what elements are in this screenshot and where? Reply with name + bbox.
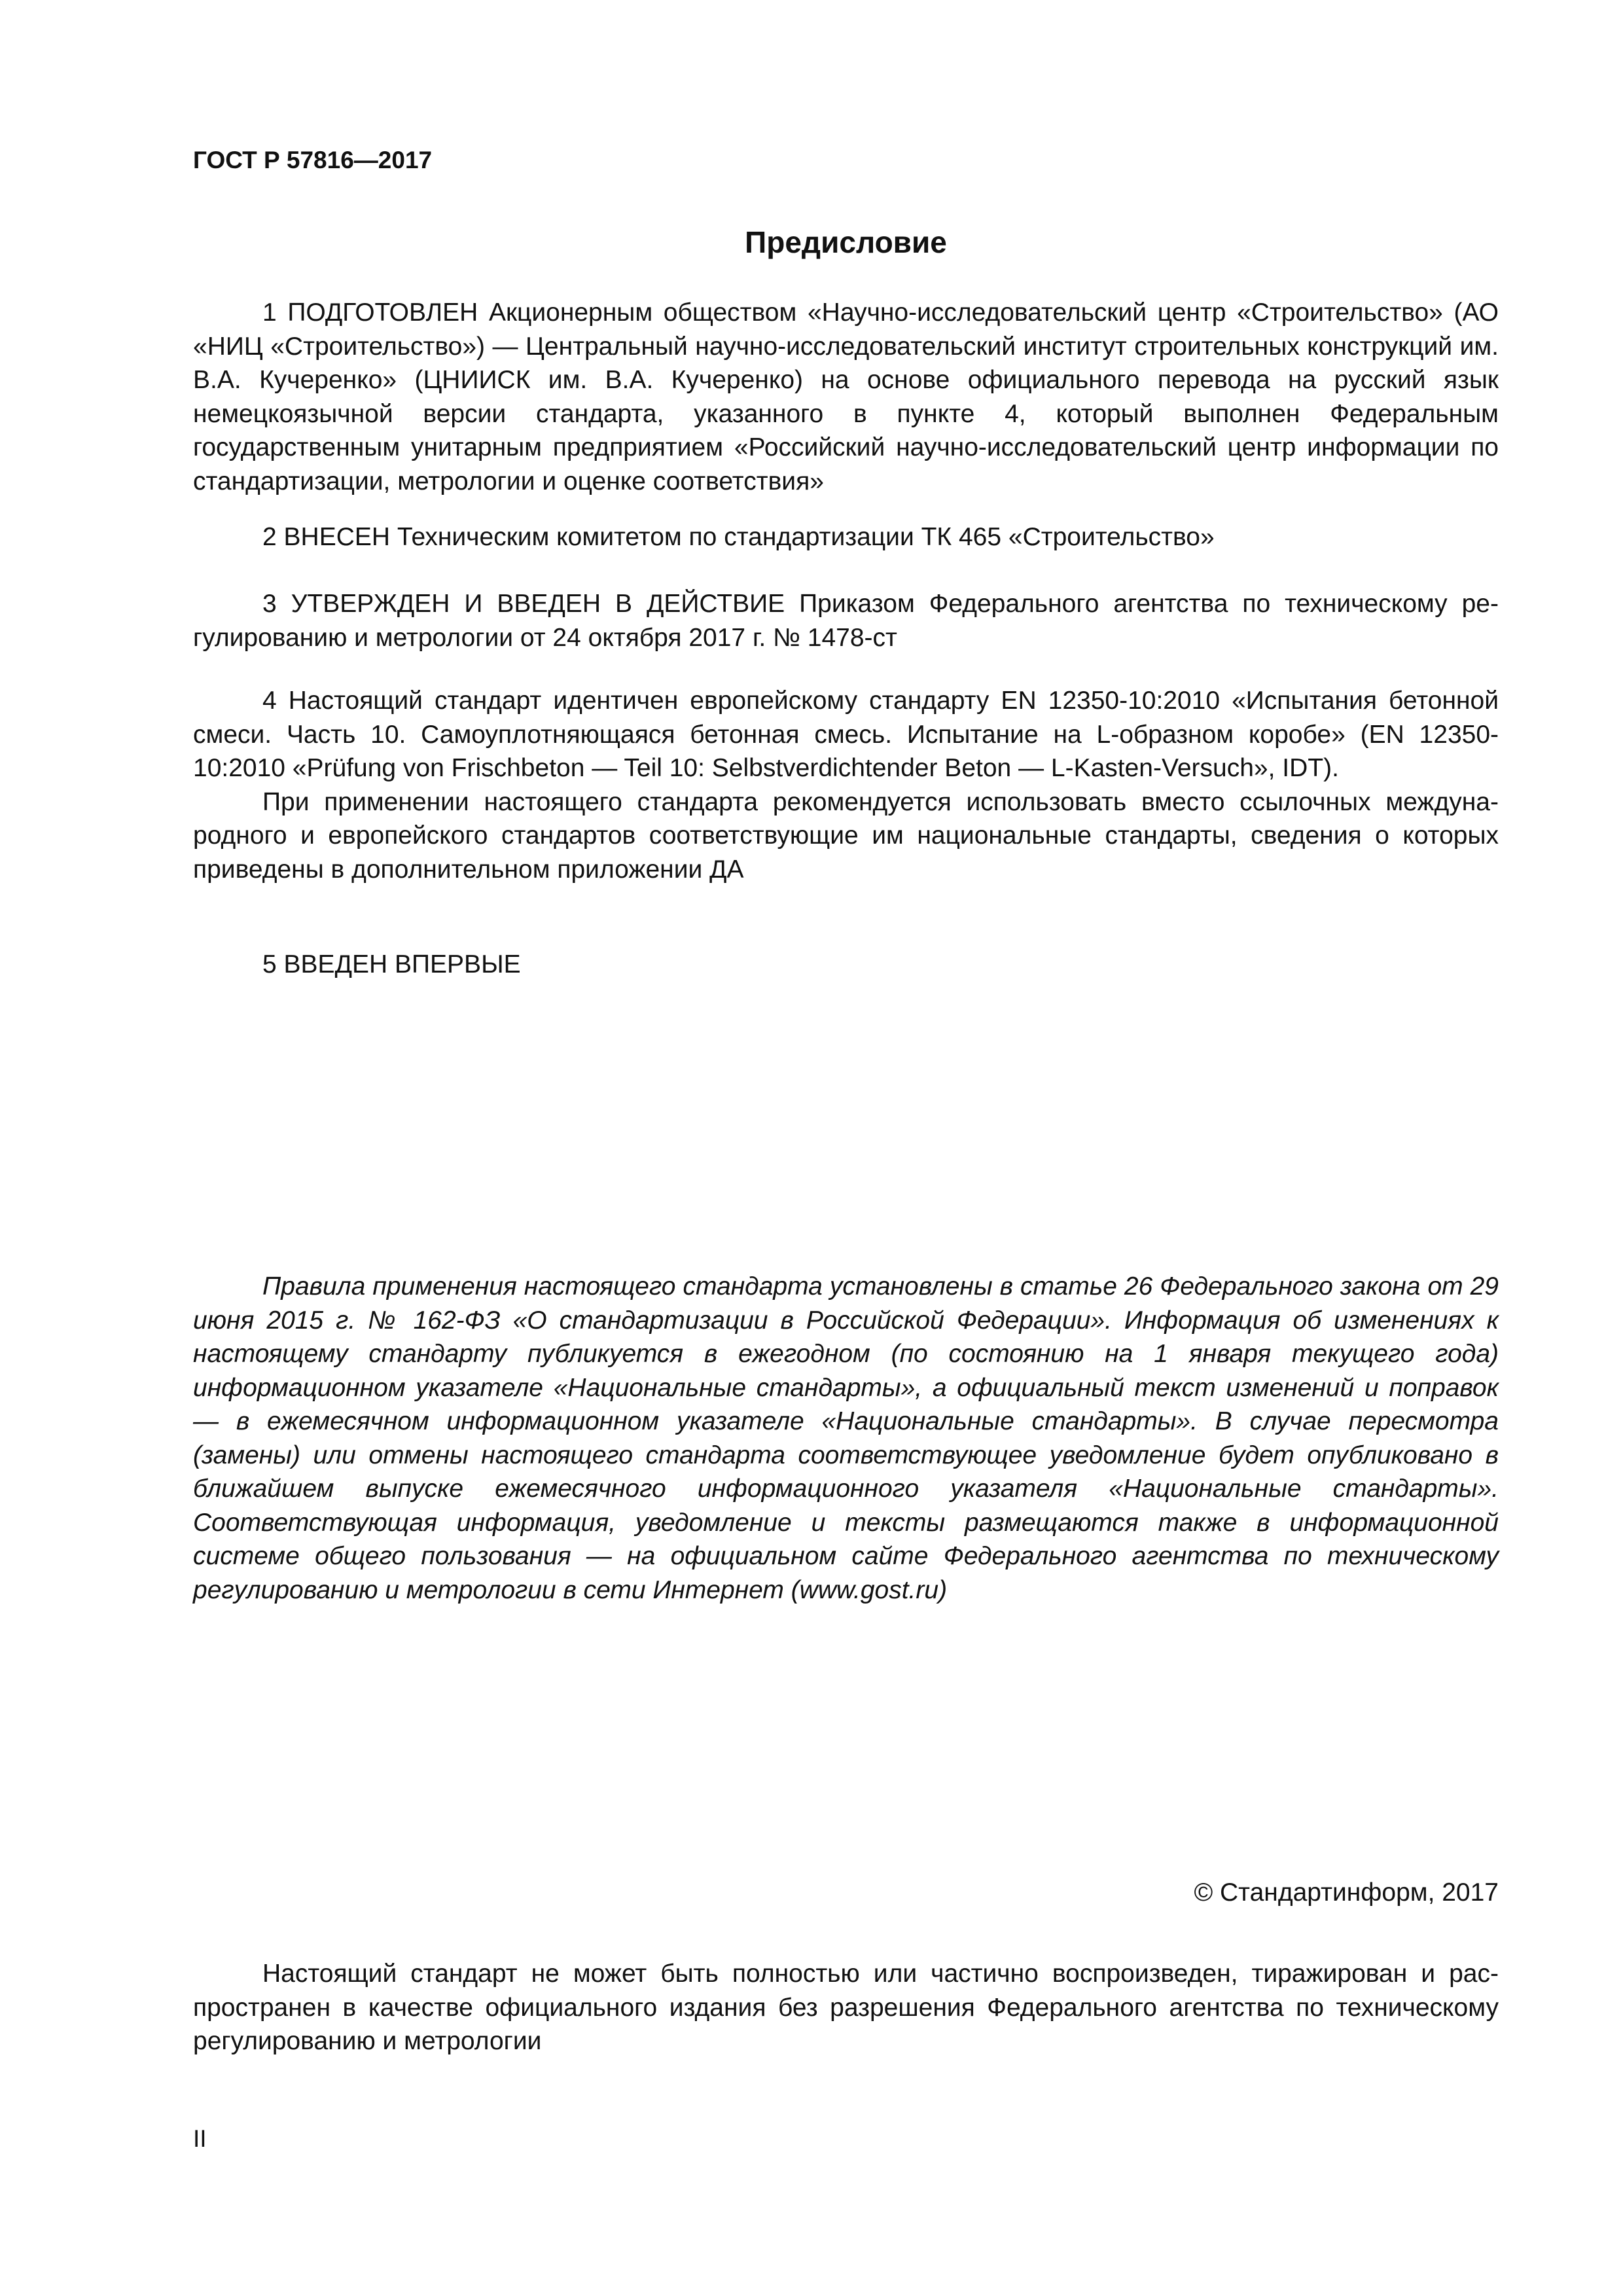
- reproduction-notice: [193, 1957, 1499, 2058]
- preface-item-3: [193, 587, 1499, 655]
- preface-paragraph-4-note: При применении настоящего стандарта рекомендуется использовать вместо ссылочных международного и европейского стандартов соответствующие им национальные стандарты, сведения о которых приведены в дополнительном приложении ДА: [193, 787, 1499, 884]
- rules-notice: [193, 1270, 1499, 1607]
- preface-paragraph-3: 3 УТВЕРЖДЕН И ВВЕДЕН В ДЕЙСТВИЕ Приказом Федерального агентства по техническому регулированию и метрологии от 24 октября 2017 г. № 1478-ст: [193, 590, 1499, 652]
- preface-item-1: [193, 296, 1499, 498]
- preface-paragraph-1: 1 ПОДГОТОВЛЕН Акционерным обществом «Научно-исследовательский центр «Строительство» (АО «НИЦ «Строительство») — Центральный научно-исследовательский институт строительных конструкций им. В.А. Кучеренко» (ЦНИИСК им. В.А. Кучеренко) на основе официального перевода на русский язык немецкоязычной версии стандарта, указанного в пункте 4, который выполнен Федеральным государственным унитарным предприятием «Российский научно-исследовательский центр информации по стандартизации, метрологии и оценке соответствия»: [193, 298, 1499, 495]
- rules-notice-text: Правила применения настоящего стандарта установлены в статье 26 Федерального закона от 29 июня 2015 г. № 162-ФЗ «О стандартизации в Российской Федерации». Информация об изменениях к настоящему стандарту публикуется в ежегодном (по состоянию на 1 января текущего года) информационном указателе «Национальные стандарты», а официальный текст изменений и поправок — в ежемесячном информационном указателе «Национальные стандарты». В случае пересмотра (замены) или отмены настоящего стандарта соответствующее уведомление будет опубликовано в ближайшем выпуске ежемесячного информационного указателя «Национальные стандарты». Соответствующая информация, уведомление и тексты размещаются также в информационной системе общего пользования — на официальном сайте Федерального агентства по техническому регулированию и метрологии в сети Интернет (www.gost.ru): [193, 1272, 1499, 1604]
- preface-paragraph-5: 5 ВВЕДЕН ВПЕРВЫЕ: [262, 950, 521, 978]
- page-number: II: [193, 2125, 207, 2152]
- preface-item-4: [193, 684, 1499, 886]
- preface-item-2: [193, 520, 1499, 554]
- copyright-line: © Стандартинформ, 2017: [1194, 1878, 1499, 1907]
- document-code: ГОСТ Р 57816—2017: [193, 147, 433, 173]
- page-title: Предисловие: [745, 225, 947, 259]
- preface-paragraph-2: 2 ВНЕСЕН Техническим комитетом по стандартизации ТК 465 «Строительство»: [262, 523, 1215, 551]
- preface-item-5: [193, 948, 1499, 982]
- reproduction-notice-text: Настоящий стандарт не может быть полностью или частично воспроизведен, тиражирован и распространен в качестве официального издания без разрешения Федерального агентства по техническому регулированию и метрологии: [193, 1960, 1499, 2055]
- preface-paragraph-4: 4 Настоящий стандарт идентичен европейскому стандарту EN 12350-10:2010 «Испытания бетонной смеси. Часть 10. Самоуплотняющаяся бетонная смесь. Испытание на L-образном коробе» (EN 12350-10:2010 «Prüfung von Frischbeton — Teil 10: Selbstverdichtender Beton — L-Kasten-Versuch», IDT).: [193, 687, 1499, 782]
